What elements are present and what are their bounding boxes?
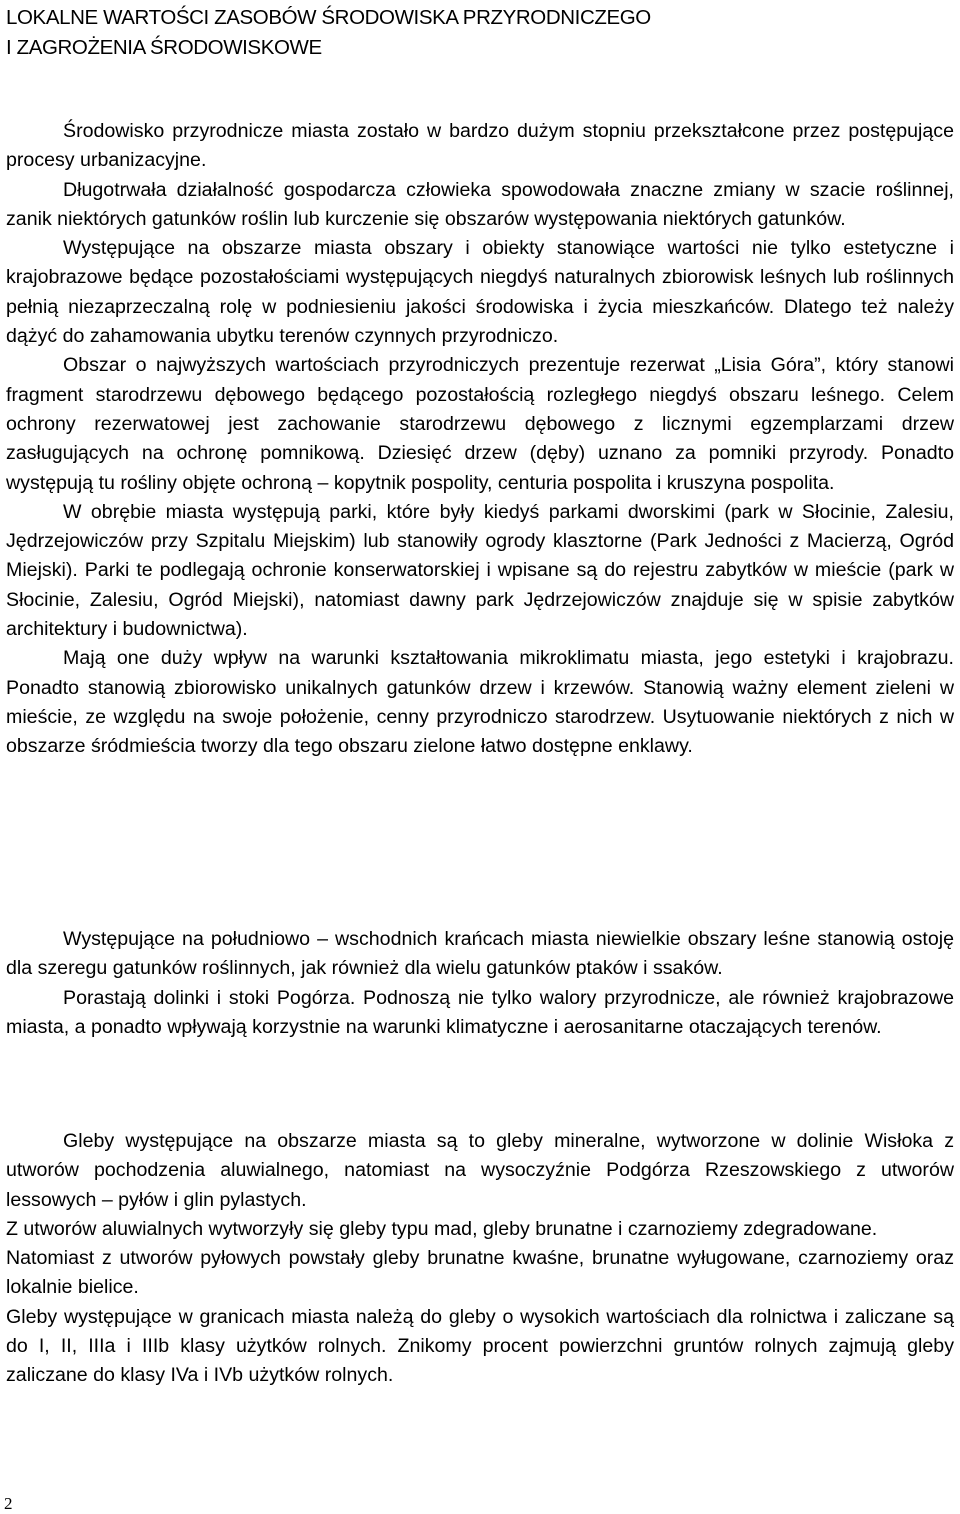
paragraph-6: Mają one duży wpływ na warunki kształtowania mikroklimatu miasta, jego estetyki i krajobrazu. Ponadto stanowią zbiorowisko unikalnych gatunków drzew i krzewów. Stanowią ważny element zieleni w mieście, ze względu na swoje położenie, cenny przyrodniczo starodrzew. Usytuowanie niektórych z nich w obszarze śródmieścia tworzy dla tego obszaru zielone łatwo dostępne enklawy. [6,647,954,758]
section-environment-transformation [6,117,954,762]
paragraph-11: Natomiast z utworów pyłowych powstały gleby brunatne kwaśne, brunatne wyługowane, czarnoziemy oraz lokalnie bielice. [6,1247,954,1299]
paragraph-8: Porastają dolinki i stoki Pogórza. Podnoszą nie tylko walory przyrodnicze, ale również krajobrazowe miasta, a ponadto wpływają korzystnie na warunki klimatyczne i aerosanitarne otaczających terenów. [6,986,954,1038]
paragraph-2: Długotrwała działalność gospodarcza człowieka spowodowała znaczne zmiany w szacie roślinnej, zanik niektórych gatunków roślin lub kurczenie się obszarów występowania niektórych gatunków. [6,178,954,230]
page-number: 2 [4,1494,13,1513]
section-forest-areas [6,925,954,1042]
title-line-1: LOKALNE WARTOŚCI ZASOBÓW ŚRODOWISKA PRZYRODNICZEGO [6,6,651,29]
paragraph-4: Obszar o najwyższych wartościach przyrodniczych prezentuje rezerwat „Lisia Góra”, który stanowi fragment starodrzewu dębowego będącego pozostałością rozległego niegdyś obszaru leśnego. Celem ochrony rezerwatowej jest zachowanie starodrzewu dębowego z licznymi egzemplarzami drzew zasługujących na ochronę pomnikową. Dziesięć drzew (dęby) uznano za pomniki przyrody. Ponadto występują tu rośliny objęte ochroną – kopytnik pospolity, centuria pospolita i kruszyna pospolita. [6,354,954,494]
title-line-2: I ZAGROŻENIA ŚRODOWISKOWE [6,36,322,59]
paragraph-10: Z utworów aluwialnych wytworzyły się gleby typu mad, gleby brunatne i czarnoziemy zdegradowane. [6,1217,878,1240]
paragraph-9: Gleby występujące na obszarze miasta są to gleby mineralne, wytworzone w dolinie Wisłoka z utworów pochodzenia aluwialnego, natomiast na wysoczyźnie Podgórza Rzeszowskiego z utworów lessowych – pyłów i glin pylastych. [6,1130,954,1211]
paragraph-1: Środowisko przyrodnicze miasta zostało w bardzo dużym stopniu przekształcone przez postępujące procesy urbanizacyjne. [6,120,954,172]
paragraph-3: Występujące na obszarze miasta obszary i obiekty stanowiące wartości nie tylko estetyczne i krajobrazowe będące pozostałościami występujących niegdyś naturalnych zbiorowisk leśnych lub roślinnych pełnią niezaprzeczalną rolę w podniesieniu jakości środowiska i życia mieszkańców. Dlatego też należy dążyć do zahamowania ubytku terenów czynnych przyrodniczo. [6,237,954,348]
paragraph-7: Występujące na południowo – wschodnich krańcach miasta niewielkie obszary leśne stanowią ostoję dla szeregu gatunków roślinnych, jak również dla wielu gatunków ptaków i ssaków. [6,928,954,980]
paragraph-12: Gleby występujące w granicach miasta należą do gleby o wysokich wartościach dla rolnictwa i zaliczane są do I, II, IIIa i IIIb klasy użytków rolnych. Znikomy procent powierzchni gruntów rolnych zajmują gleby zaliczane do klasy IVa i IVb użytków rolnych. [6,1305,954,1387]
section-soils [6,1127,954,1391]
paragraph-5: W obrębie miasta występują parki, które były kiedyś parkami dworskimi (park w Słocinie, Zalesiu, Jędrzejowiczów przy Szpitalu Miejskim) lub stanowiły ogrody klasztorne (Park Jedności z Macierzą, Ogród Miejski). Parki te podlegają ochronie konserwatorskiej i wpisane są do rejestru zabytków w mieście (park w Słocinie, Zalesiu, Ogród Miejski), natomiast dawny park Jędrzejowiczów znajduje się w spisie zabytków architektury i budownictwa). [6,500,954,641]
document-title [6,3,954,63]
